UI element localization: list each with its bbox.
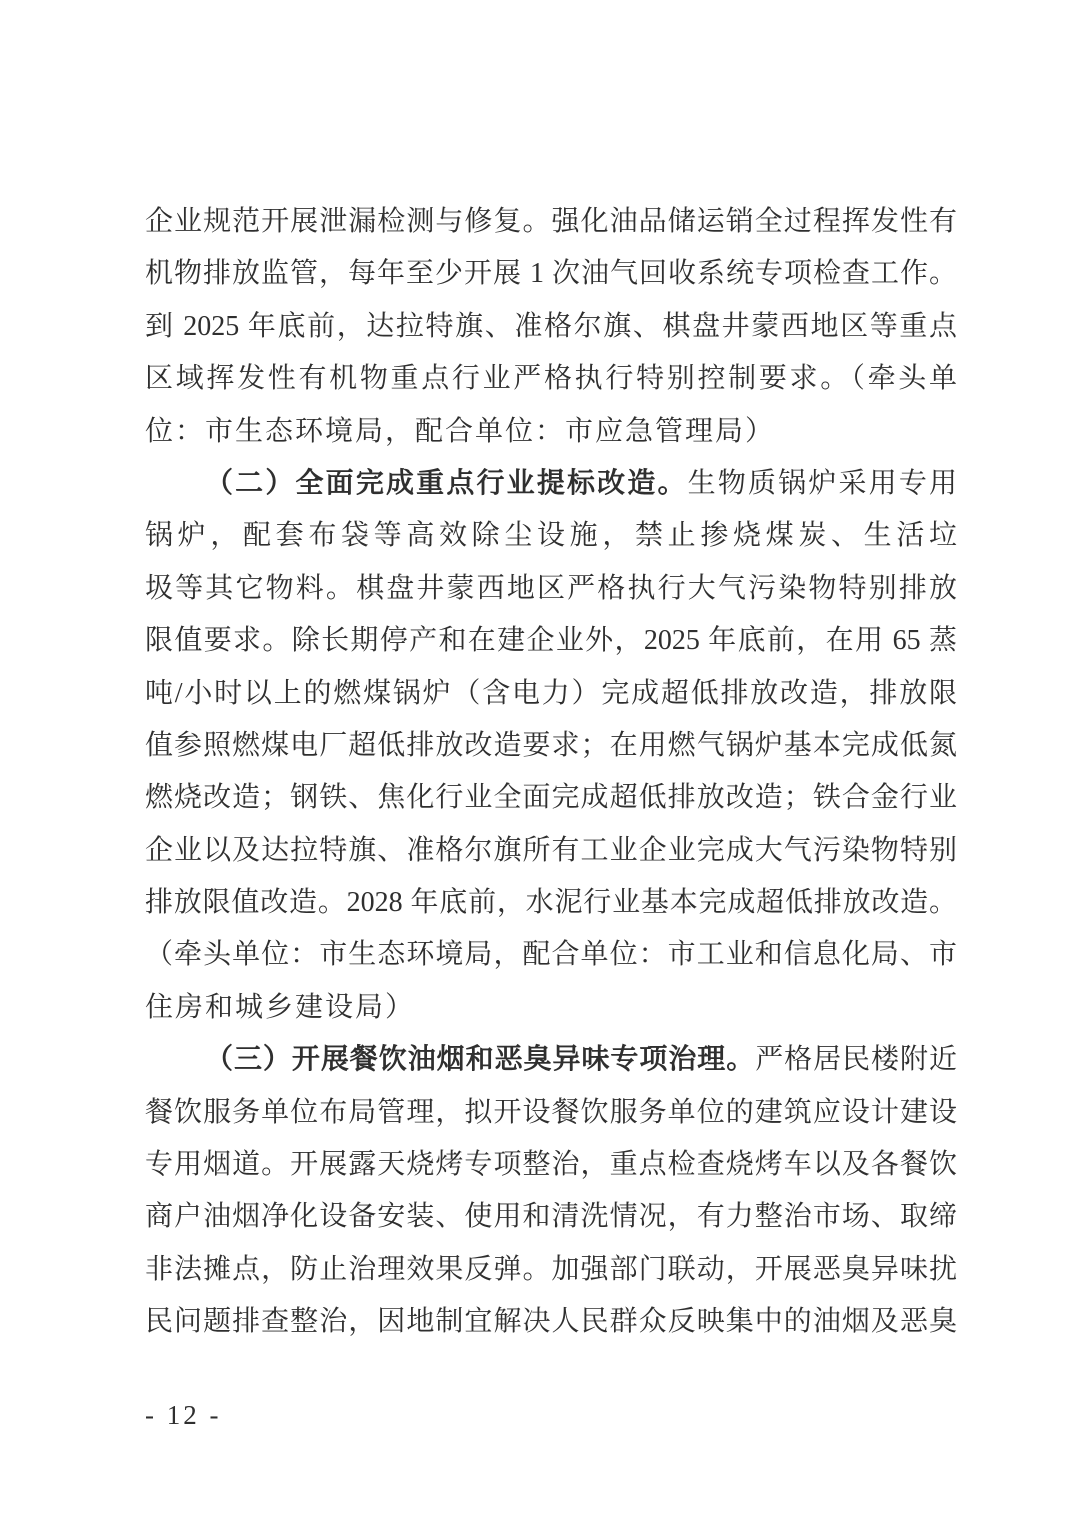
section-heading-3-continuation: 严格居民楼附近 [755,1044,957,1076]
text-line [145,1034,957,1086]
section-heading-2-continuation: 生物质锅炉采用专用 [687,467,957,499]
text-line: 吨/小时以上的燃煤锅炉（含电力）完成超低排放改造，排放限 [145,677,957,709]
paragraph-3 [145,1034,957,1348]
text-line: （牵头单位：市生态环境局，配合单位：市工业和信息化局、市 [145,939,957,971]
text-line: 餐饮服务单位布局管理，拟开设餐饮服务单位的建筑应设计建设 [145,1096,957,1128]
section-heading-2: （二）全面完成重点行业提标改造。 [205,467,688,499]
section-heading-3: （三）开展餐饮油烟和恶臭异味专项治理。 [205,1044,756,1076]
text-line: 锅炉，配套布袋等高效除尘设施，禁止掺烧煤炭、生活垃 [145,520,957,552]
text-line: 排放限值改造。2028 年底前，水泥行业基本完成超低排放改造。 [145,887,957,919]
text-line: 专用烟道。开展露天烧烤专项整治，重点检查烧烤车以及各餐饮 [145,1149,957,1181]
text-line: 企业规范开展泄漏检测与修复。强化油品储运销全过程挥发性有 [145,206,957,237]
text-line: 机物排放监管，每年至少开展 1 次油气回收系统专项检查工作。 [145,258,957,290]
paragraph-1 [145,196,957,458]
text-line: 位：市生态环境局，配合单位：市应急管理局） [145,415,776,447]
text-line: 非法摊点，防止治理效果反弹。加强部门联动，开展恶臭异味扰 [145,1253,957,1285]
page-number: - 12 - [145,1400,222,1430]
text-line: 燃烧改造；钢铁、焦化行业全面完成超低排放改造；铁合金行业 [145,782,957,814]
text-line: 商户油烟净化设备安装、使用和清洗情况，有力整治市场、取缔 [145,1201,957,1233]
text-line: 限值要求。除长期停产和在建企业外，2025 年底前，在用 65 蒸 [145,625,957,657]
document-body [145,196,957,1349]
text-line: 圾等其它物料。棋盘井蒙西地区严格执行大气污染物特别排放 [145,572,957,604]
paragraph-2 [145,458,957,1034]
text-line: 到 2025 年底前，达拉特旗、准格尔旗、棋盘井蒙西地区等重点 [145,310,957,342]
text-line: 民问题排查整治，因地制宜解决人民群众反映集中的油烟及恶臭 [145,1306,957,1338]
text-line: 企业以及达拉特旗、准格尔旗所有工业企业完成大气污染物特别 [145,834,957,866]
text-line [145,458,957,510]
text-line: 住房和城乡建设局） [145,991,416,1023]
text-line: 值参照燃煤电厂超低排放改造要求；在用燃气锅炉基本完成低氮 [145,729,957,761]
text-line: 区域挥发性有机物重点行业严格执行特别控制要求。（牵头单 [145,363,957,395]
